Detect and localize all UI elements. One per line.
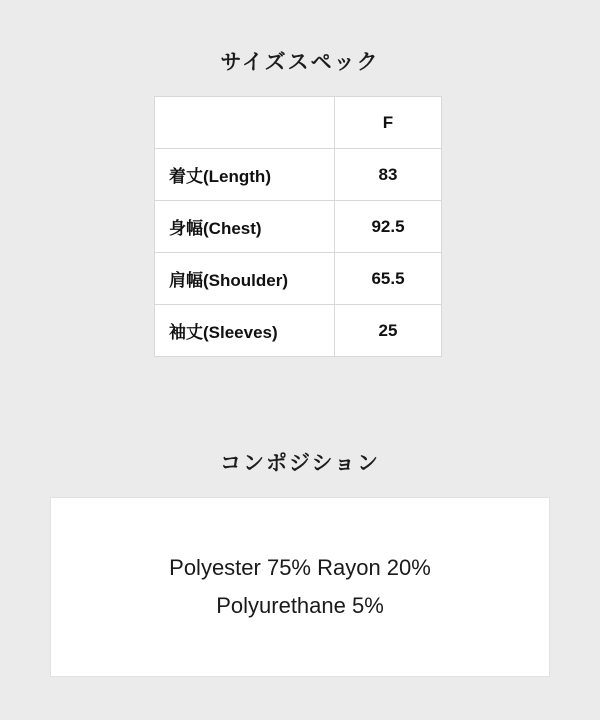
size-spec-title: サイズスペック — [220, 51, 380, 74]
composition-line-1: Polyester 75% Rayon 20% — [169, 555, 431, 580]
row-value-length: 83 — [335, 149, 442, 201]
size-spec-table — [154, 96, 442, 357]
table-header-row — [155, 97, 442, 149]
table-row — [155, 149, 442, 201]
size-spec-table-wrapper — [154, 96, 441, 357]
row-value-chest: 92.5 — [335, 201, 442, 253]
row-label-sleeves: 袖丈(Sleeves) — [155, 305, 335, 357]
composition-line-2: Polyurethane 5% — [216, 593, 384, 618]
row-label-chest: 身幅(Chest) — [155, 201, 335, 253]
table-row — [155, 305, 442, 357]
composition-box — [50, 497, 550, 677]
row-value-sleeves: 25 — [335, 305, 442, 357]
composition-title: コンポジション — [219, 452, 381, 475]
row-label-length: 着丈(Length) — [155, 149, 335, 201]
column-header-size-f: F — [335, 97, 442, 149]
row-value-shoulder: 65.5 — [335, 253, 442, 305]
table-row — [155, 253, 442, 305]
row-label-shoulder: 肩幅(Shoulder) — [155, 253, 335, 305]
table-row — [155, 201, 442, 253]
column-header-measurement — [155, 97, 335, 149]
